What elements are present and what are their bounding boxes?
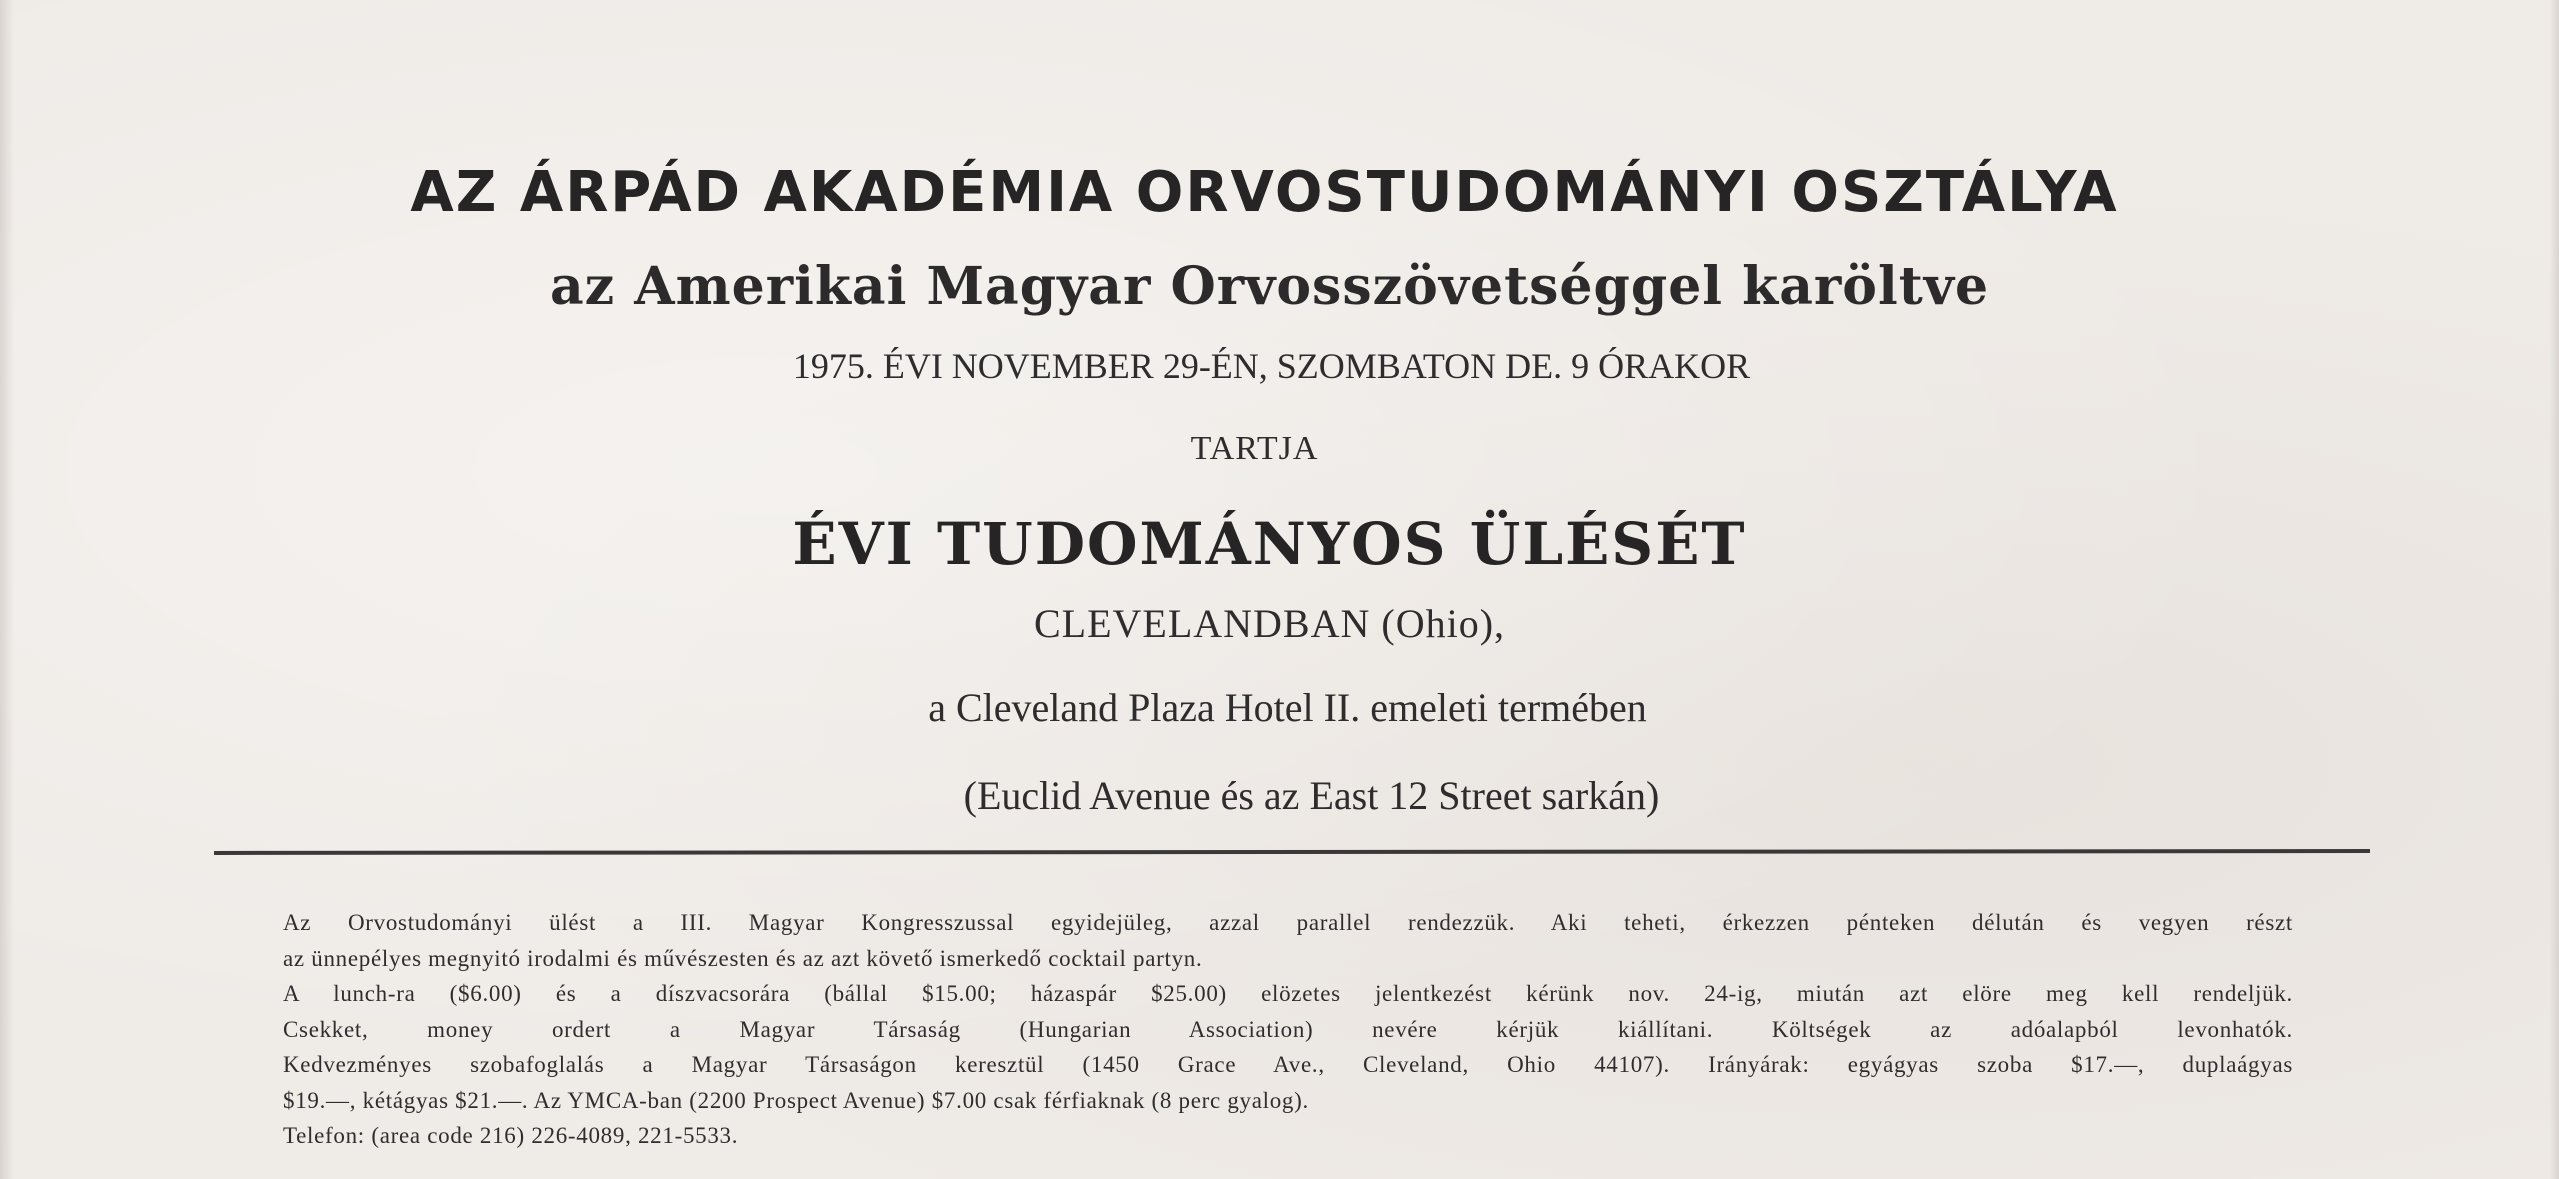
event-date: 1975. ÉVI NOVEMBER 29-ÉN, SZOMBATON DE. 9 ÓRAKOR [792, 346, 1751, 386]
note-line: Kedvezményes szobafoglalás a Magyar Társaságon keresztül (1450 Grace Ave., Cleveland, Ohio 44107). Irányárak: egyágyas szoba $17.—, duplaágyas [283, 1052, 2293, 1077]
event-address: (Euclid Avenue és az East 12 Street sarkán) [963, 773, 1660, 818]
event-city: CLEVELANDBAN (Ohio), [1033, 601, 1506, 646]
event-name: ÉVI TUDOMÁNYOS ÜLÉSÉT [792, 510, 1747, 578]
divider-rule [214, 849, 2370, 855]
note-line: A lunch-ra ($6.00) és a díszvacsorára (bállal $15.00; házaspár $25.00) elözetes jelentkezést kérünk nov. 24-ig, miután azt elöre meg kell rendeljük. [283, 981, 2293, 1006]
note-line: Telefon: (area code 216) 226-4089, 221-5533. [283, 1123, 739, 1148]
event-venue: a Cleveland Plaza Hotel II. emeleti termében [928, 685, 1647, 730]
holds-label: TARTJA [1190, 430, 1319, 467]
paper-edge-right [2549, 0, 2559, 1179]
organization-title: AZ ÁRPÁD AKADÉMIA ORVOSTUDOMÁNYI OSZTÁLYA [410, 160, 2119, 225]
note-line: $19.—, kétágyas $21.—. Az YMCA-ban (2200 Prospect Avenue) $7.00 csak férfiaknak (8 perc gyalog). [283, 1087, 1309, 1113]
note-line: Az Orvostudományi ülést a III. Magyar Kongresszussal egyidejüleg, azzal parallel rendezzük. Aki teheti, érkezzen pénteken délután és vegyen részt [283, 910, 2293, 935]
note-line: Csekket, money ordert a Magyar Társaság (Hungarian Association) nevére kérjük kiállítani. Költségek az adóalapból levonhatók. [283, 1016, 2293, 1042]
note-line: az ünnepélyes megnyitó irodalmi és művészesten és az azt követő ismerkedő cocktail partyn. [283, 945, 1203, 971]
cooperation-subtitle: az Amerikai Magyar Orvosszövetséggel karöltve [549, 256, 1990, 317]
notes-block [283, 905, 2293, 1154]
